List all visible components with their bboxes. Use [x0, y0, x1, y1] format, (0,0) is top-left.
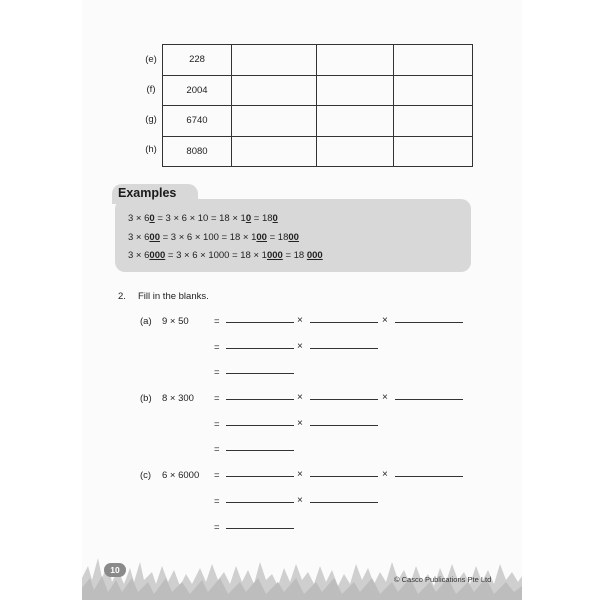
example-line-2	[128, 232, 299, 243]
table-cell-blank[interactable]	[232, 136, 317, 167]
table-cell-blank[interactable]	[394, 136, 473, 167]
answer-blank[interactable]	[310, 425, 378, 426]
table-cell-blank[interactable]	[394, 75, 473, 106]
part-expression-b: 8 × 300	[162, 393, 194, 404]
example-underlined-zeros: 000	[266, 250, 283, 261]
equals-sign: =	[214, 342, 220, 353]
table-cell-number: 8080	[163, 136, 232, 167]
answer-blank[interactable]	[226, 373, 294, 374]
table-row	[163, 106, 473, 137]
part-label-a: (a)	[140, 316, 152, 327]
answer-blank[interactable]	[226, 425, 294, 426]
table-cell-number: 6740	[163, 106, 232, 137]
example-underlined-zeros: 000	[149, 250, 166, 261]
answer-blank[interactable]	[226, 399, 294, 400]
table-row	[163, 45, 473, 76]
times-sign: ×	[382, 392, 388, 403]
example-text: = 3 × 6 × 1000 = 18 × 1	[165, 250, 267, 261]
times-sign: ×	[297, 315, 303, 326]
example-underlined-zeros: 00	[288, 232, 299, 243]
equals-sign: =	[214, 419, 220, 430]
part-label-c: (c)	[140, 470, 152, 481]
example-text: = 18	[282, 250, 307, 261]
times-sign: ×	[297, 418, 303, 429]
table-cell-number: 2004	[163, 75, 232, 106]
table-row	[163, 75, 473, 106]
example-underlined-zeros: 00	[149, 232, 160, 243]
example-underlined-zeros: 00	[256, 232, 267, 243]
equals-sign: =	[214, 316, 220, 327]
part-label-b: (b)	[140, 393, 152, 404]
answer-blank[interactable]	[226, 528, 294, 529]
answer-blank[interactable]	[310, 502, 378, 503]
example-underlined-zeros: 0	[149, 213, 155, 224]
example-text: = 18	[266, 232, 289, 243]
equals-sign: =	[214, 393, 220, 404]
example-text: = 3 × 6 × 10 = 18 × 1	[154, 213, 246, 224]
table-cell-blank[interactable]	[317, 45, 394, 76]
example-underlined-zeros: 0	[272, 213, 278, 224]
table-cell-blank[interactable]	[317, 75, 394, 106]
times-sign: ×	[297, 392, 303, 403]
example-line-1	[128, 213, 278, 224]
answer-blank[interactable]	[226, 476, 294, 477]
example-text: 3 × 6	[128, 250, 150, 261]
times-sign: ×	[297, 469, 303, 480]
question-number: 2.	[118, 291, 126, 302]
times-sign: ×	[297, 495, 303, 506]
answer-blank[interactable]	[226, 502, 294, 503]
equals-sign: =	[214, 496, 220, 507]
table-cell-blank[interactable]	[317, 106, 394, 137]
answer-blank[interactable]	[226, 450, 294, 451]
answer-blank[interactable]	[310, 322, 378, 323]
table-row	[163, 136, 473, 167]
row-label-h: (h)	[145, 144, 157, 155]
answer-blank[interactable]	[395, 322, 463, 323]
copyright-text: © Casco Publications Pte Ltd	[394, 575, 492, 584]
answer-blank[interactable]	[395, 399, 463, 400]
times-sign: ×	[382, 469, 388, 480]
part-expression-c: 6 × 6000	[162, 470, 200, 481]
table-cell-number: 228	[163, 45, 232, 76]
answer-table	[162, 44, 473, 167]
answer-blank[interactable]	[395, 476, 463, 477]
example-text: = 3 × 6 × 100 = 18 × 1	[159, 232, 257, 243]
times-sign: ×	[382, 315, 388, 326]
equals-sign: =	[214, 470, 220, 481]
example-underlined-zeros: 000	[306, 250, 323, 261]
example-line-3	[128, 250, 323, 261]
answer-blank[interactable]	[310, 348, 378, 349]
table-cell-blank[interactable]	[394, 45, 473, 76]
example-text: 3 × 6	[128, 213, 150, 224]
equals-sign: =	[214, 367, 220, 378]
example-underlined-zeros: 0	[245, 213, 252, 224]
equals-sign: =	[214, 522, 220, 533]
page-number-badge: 10	[104, 563, 126, 577]
answer-blank[interactable]	[310, 476, 378, 477]
example-text: = 18	[251, 213, 273, 224]
row-label-f: (f)	[146, 84, 156, 95]
table-cell-blank[interactable]	[232, 106, 317, 137]
table-cell-blank[interactable]	[232, 45, 317, 76]
row-label-g: (g)	[145, 114, 157, 125]
equals-sign: =	[214, 444, 220, 455]
grass-decoration	[82, 548, 522, 600]
examples-title: Examples	[118, 186, 177, 200]
table-cell-blank[interactable]	[317, 136, 394, 167]
part-expression-a: 9 × 50	[162, 316, 189, 327]
answer-blank[interactable]	[226, 348, 294, 349]
times-sign: ×	[297, 341, 303, 352]
table-cell-blank[interactable]	[394, 106, 473, 137]
row-label-e: (e)	[145, 54, 157, 65]
example-text: 3 × 6	[128, 232, 150, 243]
answer-blank[interactable]	[226, 322, 294, 323]
table-cell-blank[interactable]	[232, 75, 317, 106]
question-text: Fill in the blanks.	[138, 291, 209, 302]
answer-blank[interactable]	[310, 399, 378, 400]
